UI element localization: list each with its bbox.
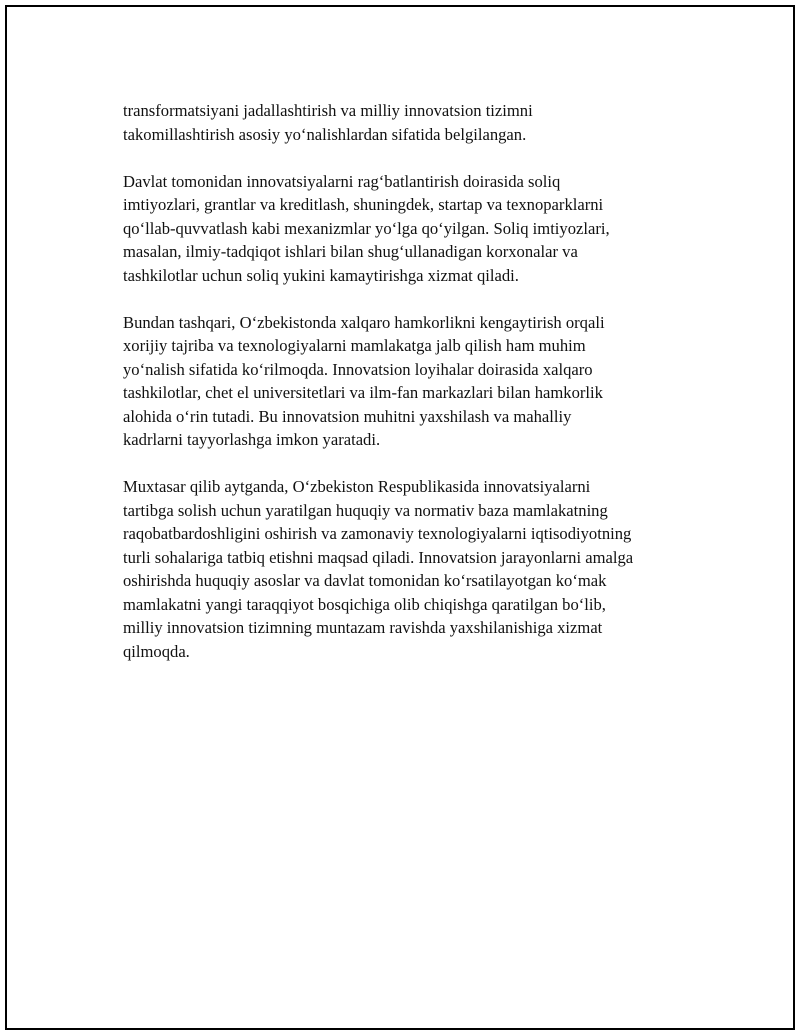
text-line: qilmoqda. xyxy=(123,641,190,661)
text-line: xorijiy tajriba va texnologiyalarni mamlakatga jalb qilish ham muhim xyxy=(123,336,586,355)
text-line: raqobatbardoshligini oshirish va zamonaviy texnologiyalarni iqtisodiyotning xyxy=(123,524,632,543)
text-line: Davlat tomonidan innovatsiyalarni rag‘batlantirish doirasida soliq xyxy=(123,171,561,191)
text-line: Bundan tashqari, O‘zbekistonda xalqaro hamkorlikni kengaytirish orqali xyxy=(123,312,605,332)
text-line: mamlakatni yangi taraqqiyot bosqichiga olib chiqishga qaratilgan bo‘lib, xyxy=(123,594,606,614)
text-line: transformatsiyani jadallashtirish va milliy innovatsion tizimni xyxy=(123,101,533,120)
paragraph-2 xyxy=(123,170,693,288)
text-line: milliy innovatsion tizimning muntazam ravishda yaxshilanishiga xizmat xyxy=(123,618,603,637)
text-line: masalan, ilmiy-tadqiqot ishlari bilan shug‘ullanadigan korxonalar va xyxy=(123,242,578,261)
text-line: Muxtasar qilib aytganda, O‘zbekiston Respublikasida innovatsiyalarni xyxy=(123,477,591,496)
paragraph-3 xyxy=(123,311,693,452)
document-body xyxy=(123,99,693,687)
text-line: tashkilotlar, chet el universitetlari va ilm-fan markazlari bilan hamkorlik xyxy=(123,383,603,402)
text-line: yo‘nalish sifatida ko‘rilmoqda. Innovatsion loyihalar doirasida xalqaro xyxy=(123,359,593,379)
paragraph-4 xyxy=(123,475,693,663)
page-frame xyxy=(5,5,795,1030)
text-line: qo‘llab-quvvatlash kabi mexanizmlar yo‘lga qo‘yilgan. Soliq imtiyozlari, xyxy=(123,218,610,238)
text-line: tashkilotlar uchun soliq yukini kamaytirishga xizmat qiladi. xyxy=(123,265,519,285)
text-line: kadrlarni tayyorlashga imkon yaratadi. xyxy=(123,430,381,449)
text-line: oshirishda huquqiy asoslar va davlat tomonidan ko‘rsatilayotgan ko‘mak xyxy=(123,571,607,590)
text-line: imtiyozlari, grantlar va kreditlash, shuningdek, startap va texnoparklarni xyxy=(123,195,604,214)
text-line: tartibga solish uchun yaratilgan huquqiy va normativ baza mamlakatning xyxy=(123,500,608,520)
paragraph-1 xyxy=(123,99,693,146)
text-line: takomillashtirish asosiy yo‘nalishlardan sifatida belgilangan. xyxy=(123,124,527,144)
text-line: turli sohalariga tatbiq etishni maqsad qiladi. Innovatsion jarayonlarni amalga xyxy=(123,547,634,567)
text-line: alohida o‘rin tutadi. Bu innovatsion muhitni yaxshilash va mahalliy xyxy=(123,406,572,426)
